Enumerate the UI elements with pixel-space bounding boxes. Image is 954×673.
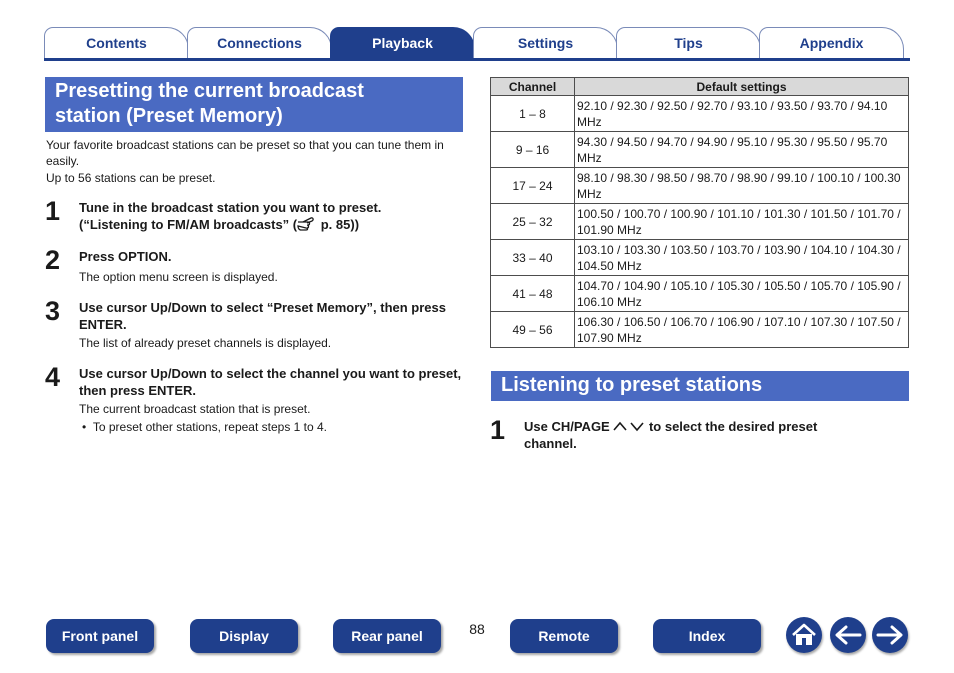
settings-cell: 94.30 / 94.50 / 94.70 / 94.90 / 95.10 / 95.30 / 95.50 / 95.70 MHz: [575, 132, 909, 168]
intro-limit-text: Up to 56 stations can be preset.: [46, 171, 216, 185]
index-button[interactable]: Index: [653, 619, 761, 653]
table-row: [491, 168, 909, 204]
table-row: [491, 132, 909, 168]
listen-step-1-pre: Use CH/PAGE: [524, 419, 614, 434]
table-header-row: [491, 78, 909, 96]
listen-step-1-post: to select the desired preset: [645, 419, 818, 434]
settings-cell: 100.50 / 100.70 / 100.90 / 101.10 / 101.30 / 101.50 / 101.70 / 101.90 MHz: [575, 204, 909, 240]
tab-appendix[interactable]: Appendix: [759, 27, 904, 58]
step-1-page-ref[interactable]: p. 85)): [317, 217, 360, 232]
chevron-up-down-icon: [613, 420, 645, 432]
settings-cell: 98.10 / 98.30 / 98.50 / 98.70 / 98.90 / 99.10 / 100.10 / 100.30 MHz: [575, 168, 909, 204]
section-heading-listening-presets: Listening to preset stations: [491, 371, 909, 401]
pointing-hand-icon: [297, 217, 317, 231]
tab-tips[interactable]: Tips: [616, 27, 761, 58]
channel-cell: 25 – 32: [491, 204, 575, 240]
step-1-title-line2: [79, 216, 464, 233]
intro-text: Your favorite broadcast stations can be preset so that you can tune them in easily.: [46, 138, 444, 168]
channel-cell: 1 – 8: [491, 96, 575, 132]
step-1-title-line1: Tune in the broadcast station you want to preset.: [79, 200, 382, 215]
column-header-channel: Channel: [491, 78, 575, 96]
channel-cell: 9 – 16: [491, 132, 575, 168]
channel-cell: 17 – 24: [491, 168, 575, 204]
channel-cell: 41 – 48: [491, 276, 575, 312]
step-2-title: Press OPTION.: [79, 249, 172, 264]
channel-cell: 33 – 40: [491, 240, 575, 276]
tab-settings[interactable]: Settings: [473, 27, 618, 58]
step-2-desc: The option menu screen is displayed.: [79, 270, 278, 284]
preset-default-table: [490, 77, 909, 348]
settings-cell: 103.10 / 103.30 / 103.50 / 103.70 / 103.90 / 104.10 / 104.30 / 104.50 MHz: [575, 240, 909, 276]
bullet-icon: •: [82, 420, 87, 434]
display-button[interactable]: Display: [190, 619, 298, 653]
step-3-desc: The list of already preset channels is displayed.: [79, 336, 332, 350]
channel-cell: 49 – 56: [491, 312, 575, 348]
listen-step-1-line2: channel.: [524, 436, 577, 451]
listen-step-1-line1: [524, 418, 909, 435]
tab-bar-divider: [44, 58, 910, 61]
listen-step-1-title: [524, 418, 909, 452]
settings-cell: 104.70 / 104.90 / 105.10 / 105.30 / 105.50 / 105.70 / 105.90 / 106.10 MHz: [575, 276, 909, 312]
step-1-title: [79, 199, 464, 233]
rear-panel-button[interactable]: Rear panel: [333, 619, 441, 653]
home-button[interactable]: [786, 617, 822, 653]
home-icon: [791, 623, 817, 647]
forward-button[interactable]: [872, 617, 908, 653]
remote-button[interactable]: Remote: [510, 619, 618, 653]
table-row: [491, 312, 909, 348]
step-3-title: Use cursor Up/Down to select “Preset Memory”, then press ENTER.: [79, 300, 446, 332]
step-4-title: Use cursor Up/Down to select the channel you want to preset, then press ENTER.: [79, 366, 462, 398]
arrow-left-icon: [834, 625, 862, 645]
step-1-ref-text: (“Listening to FM/AM broadcasts” (: [79, 217, 298, 232]
settings-cell: 106.30 / 106.50 / 106.70 / 106.90 / 107.10 / 107.30 / 107.50 / 107.90 MHz: [575, 312, 909, 348]
table-row: [491, 96, 909, 132]
tab-contents[interactable]: Contents: [44, 27, 189, 58]
step-4-bullet-text: To preset other stations, repeat steps 1 to 4.: [92, 420, 328, 434]
tab-connections[interactable]: Connections: [187, 27, 332, 58]
step-number-1b: 1: [490, 415, 506, 445]
step-4-bullet-item: [82, 419, 467, 435]
section-heading-preset-memory: [45, 77, 463, 132]
table-row: [491, 276, 909, 312]
step-number-4: 4: [45, 362, 61, 392]
heading-line-2: station (Preset Memory): [55, 105, 283, 127]
step-number-2: 2: [45, 245, 61, 275]
tab-playback[interactable]: Playback: [330, 27, 475, 58]
table-row: [491, 240, 909, 276]
heading-line-1: Presetting the current broadcast: [55, 80, 364, 102]
arrow-right-icon: [876, 625, 904, 645]
column-header-default-settings: Default settings: [575, 78, 909, 96]
step-4-desc: The current broadcast station that is preset.: [79, 402, 311, 416]
page-number: 88: [469, 621, 485, 637]
back-button[interactable]: [830, 617, 866, 653]
settings-cell: 92.10 / 92.30 / 92.50 / 92.70 / 93.10 / 93.50 / 93.70 / 94.10 MHz: [575, 96, 909, 132]
step-number-3: 3: [45, 296, 61, 326]
step-number-1: 1: [45, 196, 61, 226]
top-tab-bar: [44, 27, 910, 61]
table-row: [491, 204, 909, 240]
front-panel-button[interactable]: Front panel: [46, 619, 154, 653]
